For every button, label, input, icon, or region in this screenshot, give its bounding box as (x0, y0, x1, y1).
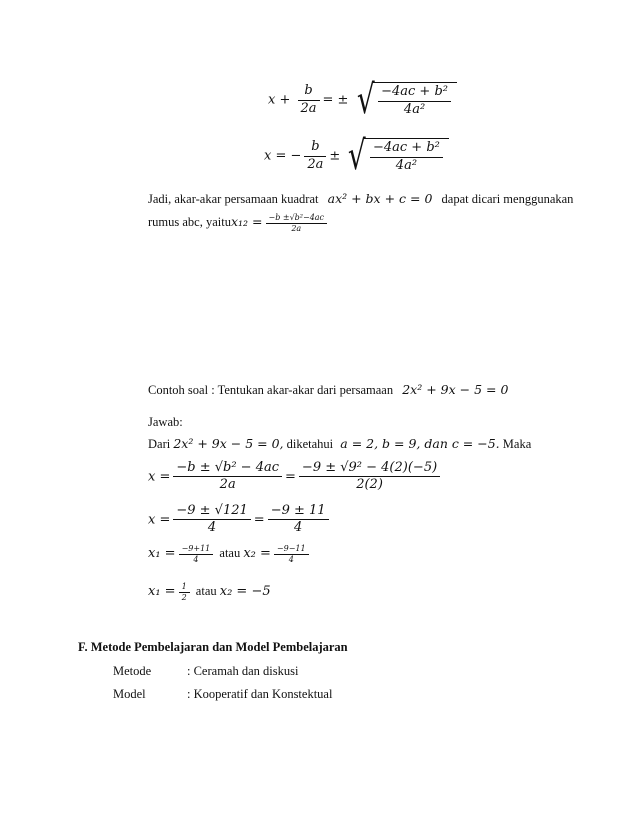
equals-pm: = ± (322, 92, 349, 108)
solution-step-2: x = $\frac{-9 \pm √121}{4}$ = $\frac{-9 \pm 11}{4}$ (148, 503, 332, 537)
metode-row: Metode : Ceramah dan diskusi (113, 664, 299, 678)
model-row: Model : Kooperatif dan Konstektual (113, 687, 333, 701)
quadratic-equation: ax² + bx + c = 0 (327, 191, 433, 206)
conclusion-line-2: rumus abc, yaitux₁₂ = $\frac{\text{−b ±√b²−4ac}}{2a}$ (148, 213, 330, 233)
fraction-b-over-2a: $\frac{b}{2a}$ (298, 83, 320, 117)
square-root-icon: √ (356, 77, 375, 123)
example-equation: 2x² + 9x − 5 = 0 (402, 382, 509, 397)
formula-x-solution (264, 133, 449, 179)
fraction-b-over-2a: $\frac{b}{2a}$ (304, 139, 326, 173)
solution-step-1: x = $\frac{\text{−b ± √b² − 4ac}}{2a}$ = $\frac{\text{−9 ± √9² − 4(2)(−5)}}{2(2)}$ (148, 460, 443, 494)
x12-label: x₁₂ = (230, 213, 263, 229)
radical: $\frac{\text{−4ac + b²}}{\text{4a²}}$ (364, 138, 449, 174)
plus-minus: ± (329, 148, 341, 164)
example-prompt: Contoh soal : Tentukan akar-akar dari persamaan 2x² + 9x − 5 = 0 (148, 382, 509, 397)
square-root-icon: √ (348, 133, 367, 179)
section-heading: F. Metode Pembelajaran dan Model Pembelajaran (78, 640, 348, 654)
solution-step-3: x₁ = $\frac{-9+11}{4}$ atau x₂ = $\frac{-9-11}{4}$ (148, 544, 312, 564)
known-values-line: Dari 2x² + 9x − 5 = 0, diketahui a = 2, b = 9, dan c = −5. Maka (148, 436, 532, 451)
jawab-label: Jawab: (148, 415, 183, 429)
formula-completed-square (268, 77, 457, 123)
conclusion-line-1: Jadi, akar-akar persamaan kuadrat ax² + bx + c = 0 dapat dicari menggunakan (148, 191, 574, 206)
radical: $\frac{\text{−4ac + b²}}{\text{4a²}}$ (372, 82, 457, 118)
formula-lhs: x = − (264, 148, 302, 164)
abc-formula: $\frac{\text{−b ±√b²−4ac}}{2a}$ (266, 213, 328, 233)
solution-step-4: x₁ = $\frac{1}{2}$ atau x₂ = −5 (148, 582, 271, 602)
formula-lhs: x + (268, 92, 295, 108)
